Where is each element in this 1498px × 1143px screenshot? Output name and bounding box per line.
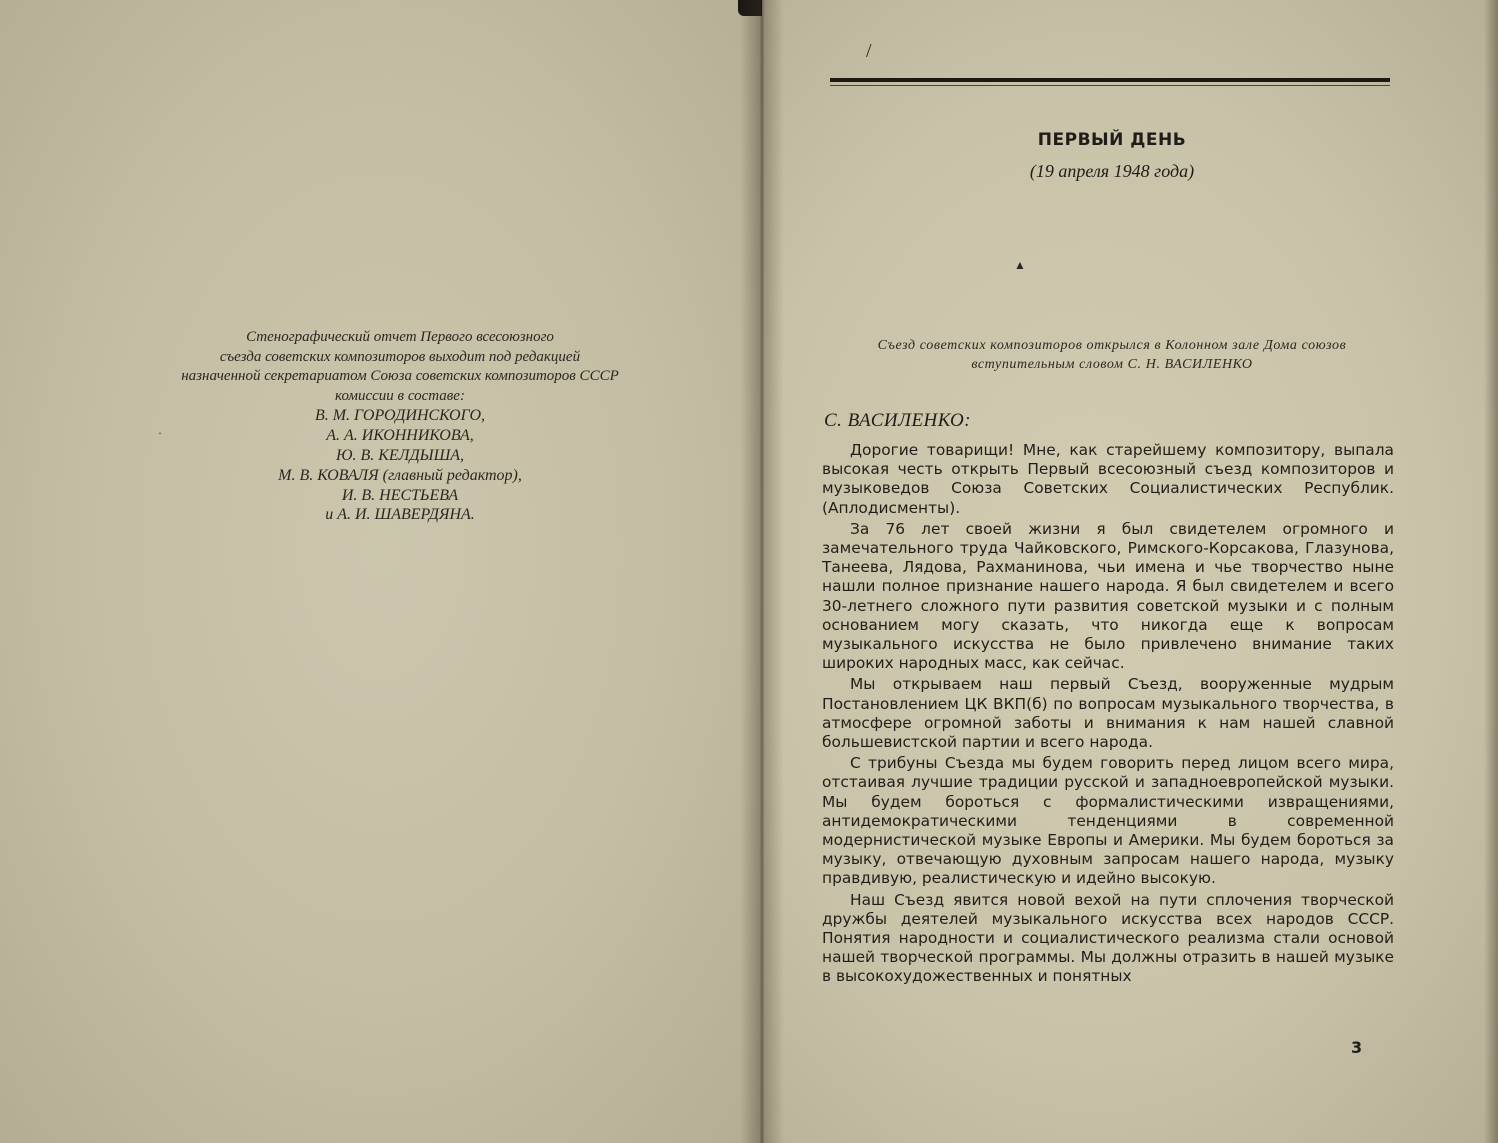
speech-text (822, 441, 1394, 989)
commission-member: и А. И. ШАВЕРДЯНА. (325, 506, 475, 524)
speck: ▲ (1014, 258, 1026, 272)
book-gutter (740, 0, 784, 1143)
commission-list (130, 406, 670, 525)
editorial-note (130, 328, 670, 525)
paragraph: Наш Съезд явится новой вехой на пути сплочения творческой дружбы деятелей музыкального искусства всех народов СССР. Понятия народности и социалистического реализма стали основой нашей творческой программы. Мы должны отразить в нашей музыке в высокохудожественных и понятных (822, 890, 1394, 986)
editorial-line: комиссии в составе: (335, 387, 465, 404)
intro-line: вступительным словом С. Н. ВАСИЛЕНКО (971, 357, 1253, 372)
header-rule-thin (830, 85, 1390, 86)
intro-line: Съезд советских композиторов открылся в Колонном зале Дома союзов (877, 338, 1347, 353)
paragraph: Дорогие товарищи! Мне, как старейшему композитору, выпала высокая честь открыть Первый всесоюзный съезд композиторов и музыковедов Союза Советских Социалистических Республик. (Аплодисменты). (822, 441, 1394, 517)
page-edge-shadow (1484, 0, 1498, 1143)
page-number: 3 (1351, 1038, 1363, 1057)
paragraph: За 76 лет своей жизни я был свидетелем огромного и замечательного труда Чайковского, Римского-Корсакова, Глазунова, Танеева, Лядова, Рахманинова, чьи имена и чье творчество ныне нашли полное признание нашего народа. Я был свидетелем и всего 30-летнего сложного пути развития советской музыки и с полным основанием могу сказать, что никогда еще к вопросам музыкального искусства не было привлечено внимание таких широких народных масс, как сейчас. (822, 519, 1394, 673)
intro-note (822, 336, 1402, 374)
editorial-line: Стенографический отчет Первого всесоюзного (246, 329, 554, 345)
editorial-line: назначенной секретариатом Союза советских композиторов СССР (181, 368, 619, 385)
commission-member: А. А. ИКОННИКОВА, (326, 427, 474, 445)
chapter-heading: ПЕРВЫЙ ДЕНЬ (1037, 130, 1187, 150)
paragraph: Мы открываем наш первый Съезд, вооруженные мудрым Постановлением ЦК ВКП(б) по вопросам музыкального творчества, в атмосфере огромной заботы и внимания к нам нашей славной большевистской партии и всего народа. (822, 675, 1394, 752)
commission-member: В. М. ГОРОДИНСКОГО, (314, 407, 486, 425)
speck: · (158, 426, 162, 440)
right-page (762, 0, 1498, 1143)
commission-member: М. В. КОВАЛЯ (главный редактор), (278, 466, 522, 484)
commission-member: Ю. В. КЕЛДЫША, (335, 446, 465, 464)
paragraph: С трибуны Съезда мы будем говорить перед лицом всего мира, отстаивая лучшие традиции русской и западноевропейской музыки. Мы будем бороться с формалистическими извращениями, антидемократическими тенденциями в современной модернистической музыке Европы и Америки. Мы будем бороться за музыку, отвечающую духовным запросам нашего народа, музыку правдивую, реалистическую и идейно высокую. (822, 754, 1394, 888)
commission-member: И. В. НЕСТЬЕВА (341, 486, 459, 504)
chapter-date: (19 апреля 1948 года) (1029, 161, 1195, 181)
pencil-mark: / (866, 40, 872, 62)
header-rule (830, 78, 1390, 82)
speaker-name: С. ВАСИЛЕНКО: (824, 410, 972, 431)
editorial-line: съезда советских композиторов выходит под редакцией (219, 348, 581, 365)
